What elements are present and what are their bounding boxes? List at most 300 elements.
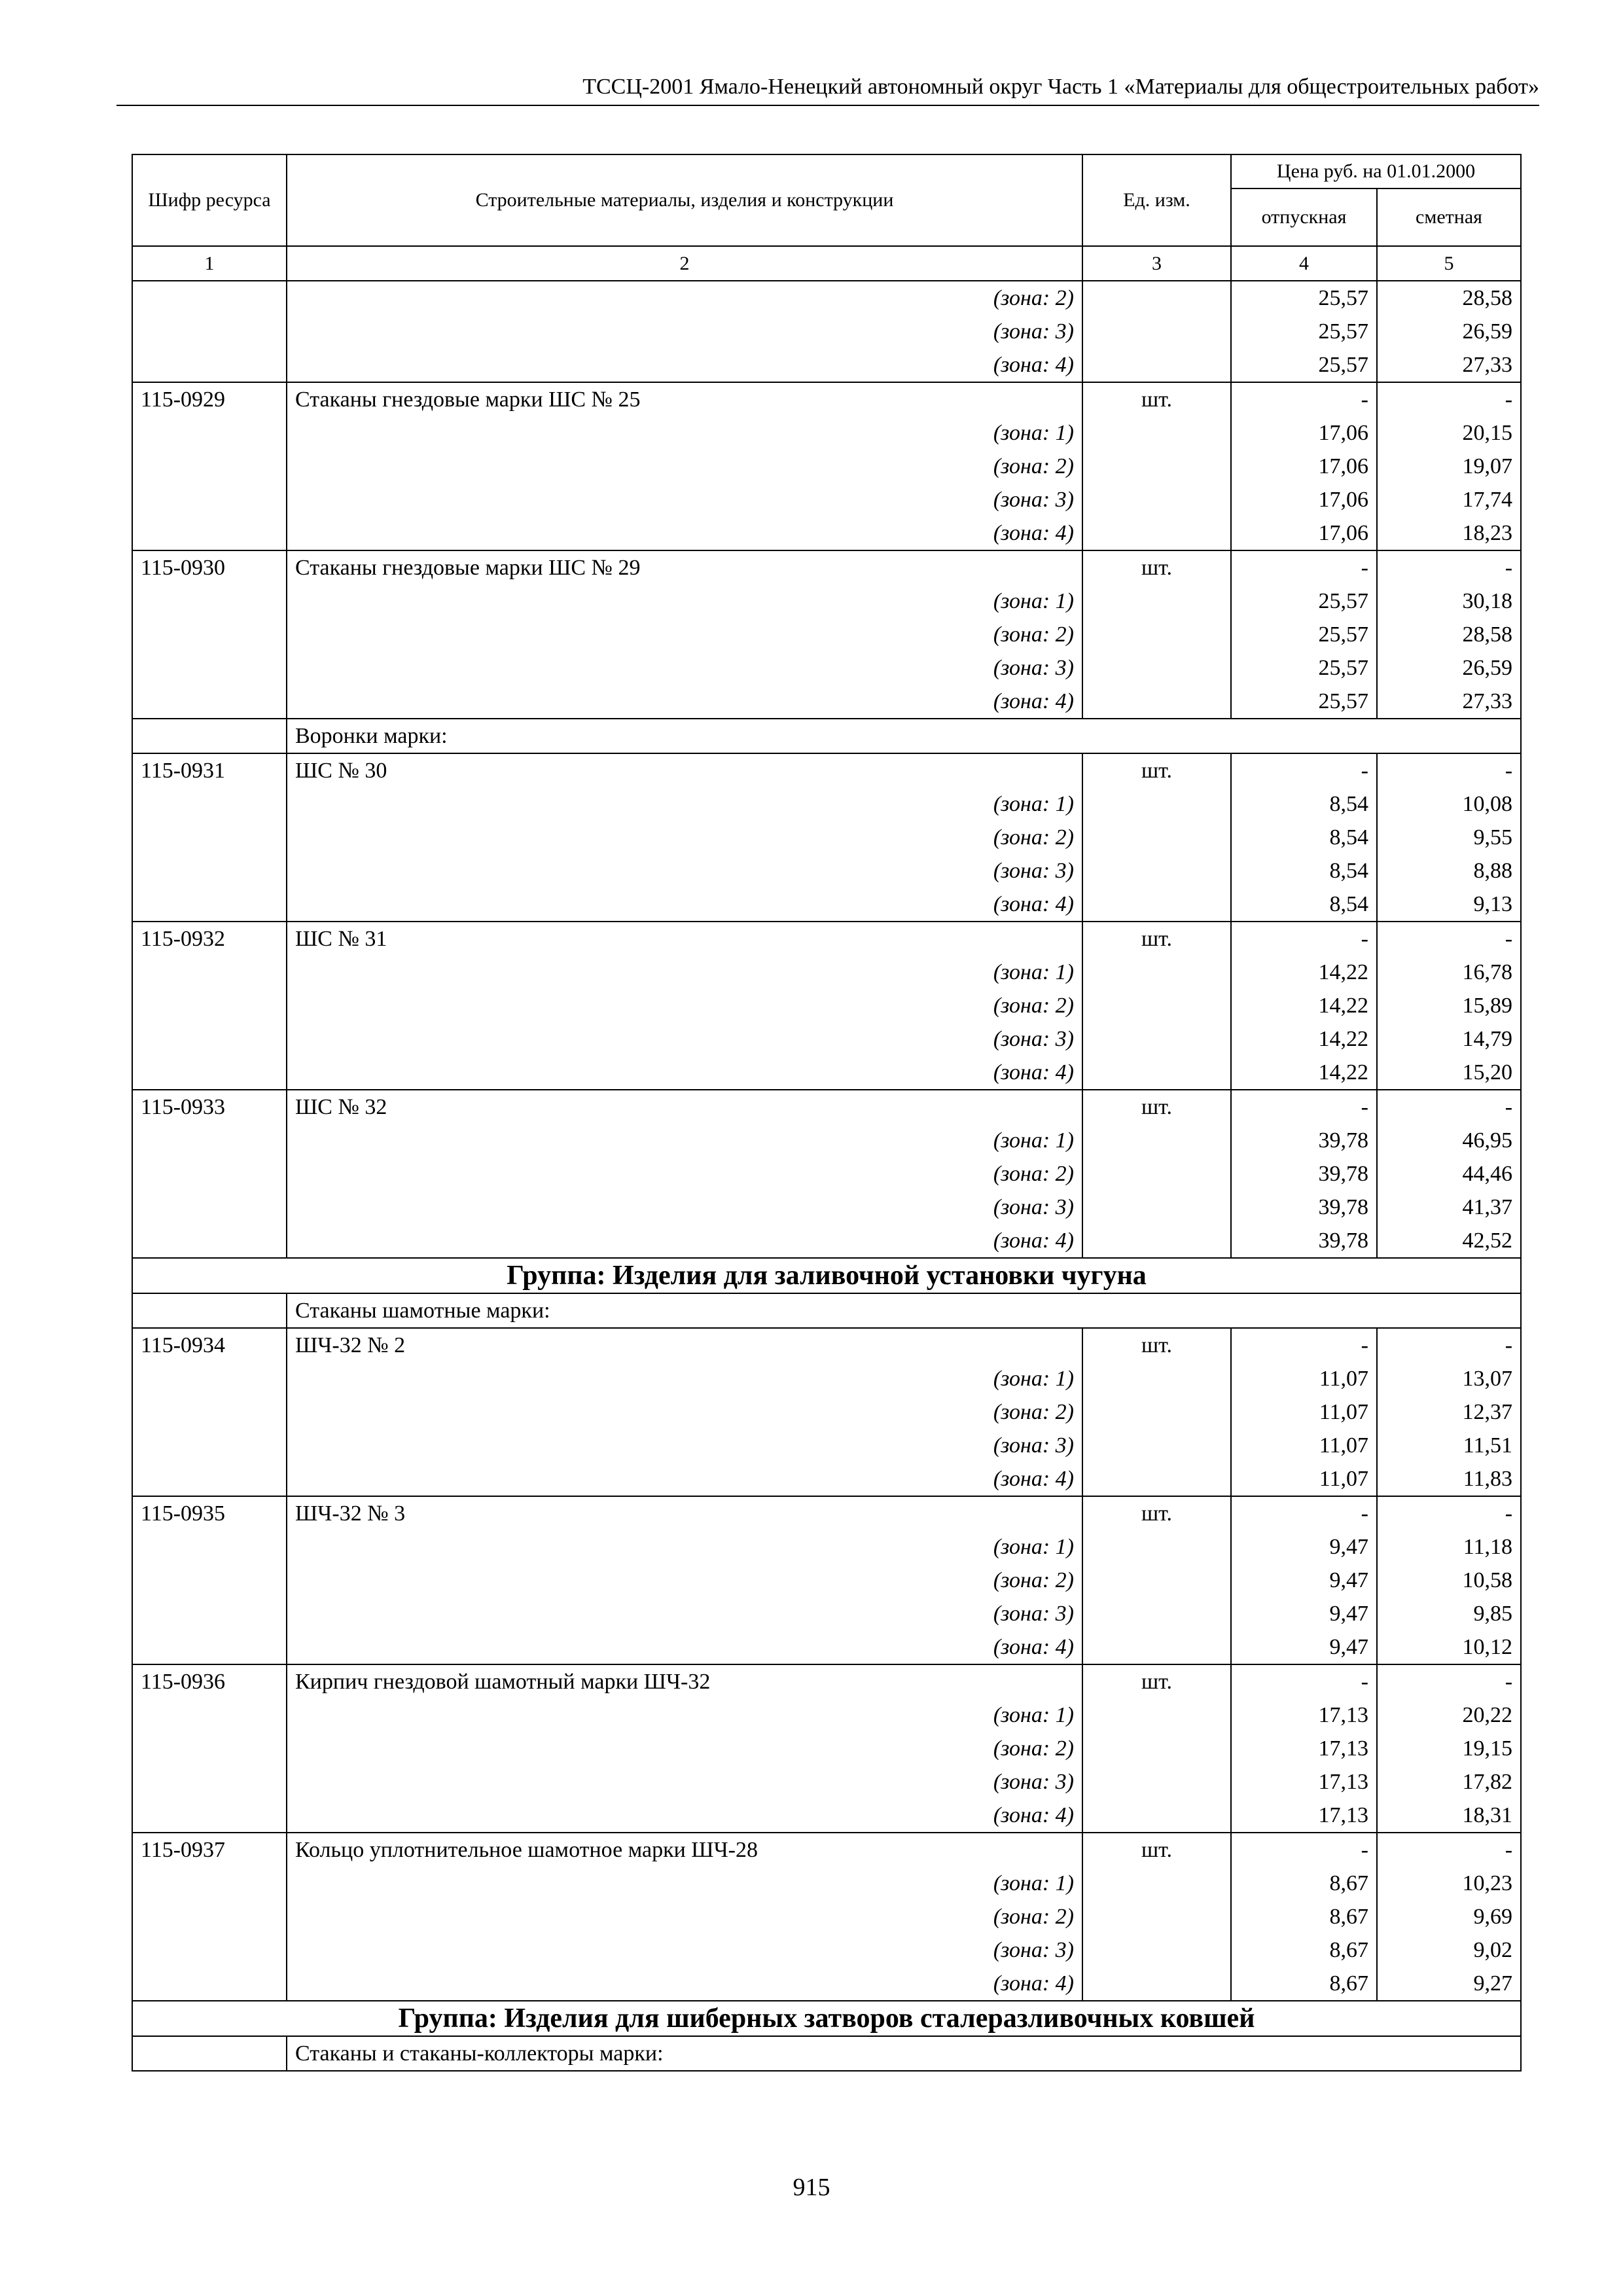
zone-row xyxy=(132,1022,1521,1056)
resource-code xyxy=(132,1395,287,1429)
resource-unit xyxy=(1082,584,1231,618)
resource-unit xyxy=(1082,483,1231,516)
code-cell xyxy=(132,1293,287,1328)
resource-unit xyxy=(1082,1630,1231,1664)
zone-label: (зона: 3) xyxy=(287,483,1082,516)
release-price: 8,54 xyxy=(1231,854,1377,888)
resource-unit xyxy=(1082,348,1231,382)
subheading-row xyxy=(132,2036,1521,2071)
estimate-price: 19,15 xyxy=(1377,1732,1521,1765)
resource-unit: шт. xyxy=(1082,382,1231,416)
resource-name: Кирпич гнездовой шамотный марки ШЧ-32 xyxy=(287,1664,1082,1698)
release-price: 25,57 xyxy=(1231,651,1377,685)
resource-name: ШЧ-32 № 2 xyxy=(287,1328,1082,1362)
zone-row xyxy=(132,1933,1521,1967)
resource-unit xyxy=(1082,1933,1231,1967)
zone-row xyxy=(132,450,1521,483)
zone-row xyxy=(132,281,1521,315)
zone-row xyxy=(132,348,1521,382)
release-price: 8,67 xyxy=(1231,1933,1377,1967)
estimate-price: - xyxy=(1377,382,1521,416)
resource-code xyxy=(132,888,287,922)
zone-label: (зона: 1) xyxy=(287,1698,1082,1732)
resource-code xyxy=(132,483,287,516)
resource-row xyxy=(132,922,1521,956)
zone-label: (зона: 2) xyxy=(287,1157,1082,1191)
zone-label: (зона: 1) xyxy=(287,1530,1082,1564)
estimate-price: 42,52 xyxy=(1377,1224,1521,1258)
zone-label: (зона: 4) xyxy=(287,1224,1082,1258)
estimate-price: 28,58 xyxy=(1377,618,1521,651)
zone-label: (зона: 1) xyxy=(287,1124,1082,1157)
resource-row xyxy=(132,550,1521,584)
release-price: 39,78 xyxy=(1231,1191,1377,1224)
zone-row xyxy=(132,1698,1521,1732)
zone-row xyxy=(132,1597,1521,1630)
estimate-price: 27,33 xyxy=(1377,685,1521,719)
estimate-price: 9,27 xyxy=(1377,1967,1521,2001)
estimate-price: - xyxy=(1377,922,1521,956)
resource-unit xyxy=(1082,416,1231,450)
zone-row xyxy=(132,1630,1521,1664)
zone-row xyxy=(132,685,1521,719)
resource-unit: шт. xyxy=(1082,550,1231,584)
resource-unit xyxy=(1082,1698,1231,1732)
release-price: 17,06 xyxy=(1231,450,1377,483)
release-price: - xyxy=(1231,382,1377,416)
zone-label: (зона: 2) xyxy=(287,1395,1082,1429)
price-table xyxy=(132,154,1522,2072)
resource-code xyxy=(132,281,287,315)
resource-code xyxy=(132,1530,287,1564)
resource-code xyxy=(132,787,287,821)
release-price: - xyxy=(1231,1664,1377,1698)
resource-code xyxy=(132,1157,287,1191)
zone-row xyxy=(132,1429,1521,1462)
zone-label: (зона: 4) xyxy=(287,1967,1082,2001)
resource-code: 115-0933 xyxy=(132,1090,287,1124)
release-price: 8,54 xyxy=(1231,787,1377,821)
resource-code xyxy=(132,315,287,348)
resource-code xyxy=(132,854,287,888)
release-price: 25,57 xyxy=(1231,584,1377,618)
resource-code xyxy=(132,1765,287,1799)
resource-code xyxy=(132,1900,287,1933)
resource-unit xyxy=(1082,651,1231,685)
resource-code: 115-0935 xyxy=(132,1496,287,1530)
release-price: - xyxy=(1231,1090,1377,1124)
zone-label: (зона: 1) xyxy=(287,1362,1082,1395)
zone-label: (зона: 1) xyxy=(287,584,1082,618)
resource-unit xyxy=(1082,516,1231,550)
resource-code xyxy=(132,956,287,989)
zone-label: (зона: 2) xyxy=(287,618,1082,651)
resource-name: Стаканы гнездовые марки ШС № 29 xyxy=(287,550,1082,584)
resource-unit xyxy=(1082,1462,1231,1496)
header-unit: Ед. изм. xyxy=(1082,154,1231,246)
resource-unit xyxy=(1082,821,1231,854)
zone-row xyxy=(132,1732,1521,1765)
estimate-price: 26,59 xyxy=(1377,651,1521,685)
zone-row xyxy=(132,1124,1521,1157)
zone-row xyxy=(132,956,1521,989)
group-row xyxy=(132,2001,1521,2036)
resource-unit xyxy=(1082,1224,1231,1258)
estimate-price: 8,88 xyxy=(1377,854,1521,888)
zone-label: (зона: 3) xyxy=(287,1597,1082,1630)
estimate-price: 12,37 xyxy=(1377,1395,1521,1429)
estimate-price: 13,07 xyxy=(1377,1362,1521,1395)
resource-row xyxy=(132,1664,1521,1698)
header-release-price: отпускная xyxy=(1231,188,1377,246)
header-divider xyxy=(116,105,1539,106)
release-price: 9,47 xyxy=(1231,1564,1377,1597)
resource-code xyxy=(132,450,287,483)
zone-row xyxy=(132,315,1521,348)
zone-label: (зона: 2) xyxy=(287,1732,1082,1765)
group-row xyxy=(132,1258,1521,1293)
estimate-price: 14,79 xyxy=(1377,1022,1521,1056)
zone-row xyxy=(132,1157,1521,1191)
estimate-price: 28,58 xyxy=(1377,281,1521,315)
zone-label: (зона: 2) xyxy=(287,450,1082,483)
estimate-price: 9,13 xyxy=(1377,888,1521,922)
estimate-price: 27,33 xyxy=(1377,348,1521,382)
zone-label: (зона: 4) xyxy=(287,888,1082,922)
release-price: 25,57 xyxy=(1231,348,1377,382)
estimate-price: 9,02 xyxy=(1377,1933,1521,1967)
resource-code xyxy=(132,1022,287,1056)
table-body xyxy=(132,281,1521,2071)
release-price: 8,54 xyxy=(1231,888,1377,922)
resource-code xyxy=(132,1597,287,1630)
estimate-price: - xyxy=(1377,753,1521,787)
release-price: 17,06 xyxy=(1231,483,1377,516)
resource-row xyxy=(132,1328,1521,1362)
page-number: 915 xyxy=(793,2174,830,2201)
zone-label: (зона: 3) xyxy=(287,1191,1082,1224)
zone-row xyxy=(132,1530,1521,1564)
group-title: Группа: Изделия для заливочной установки чугуна xyxy=(132,1258,1521,1293)
estimate-price: 10,58 xyxy=(1377,1564,1521,1597)
release-price: 9,47 xyxy=(1231,1530,1377,1564)
resource-unit xyxy=(1082,989,1231,1022)
estimate-price: 17,82 xyxy=(1377,1765,1521,1799)
column-number: 2 xyxy=(287,246,1082,281)
resource-code xyxy=(132,584,287,618)
resource-name: ШС № 32 xyxy=(287,1090,1082,1124)
resource-code: 115-0934 xyxy=(132,1328,287,1362)
resource-code xyxy=(132,651,287,685)
resource-unit xyxy=(1082,618,1231,651)
code-cell xyxy=(132,719,287,753)
release-price: 17,13 xyxy=(1231,1799,1377,1833)
zone-row xyxy=(132,1056,1521,1090)
resource-unit xyxy=(1082,1597,1231,1630)
estimate-price: 41,37 xyxy=(1377,1191,1521,1224)
resource-row xyxy=(132,753,1521,787)
resource-row xyxy=(132,1833,1521,1867)
resource-unit xyxy=(1082,1157,1231,1191)
zone-label: (зона: 2) xyxy=(287,1900,1082,1933)
zone-row xyxy=(132,618,1521,651)
release-price: 17,06 xyxy=(1231,516,1377,550)
resource-unit xyxy=(1082,956,1231,989)
subheading-text: Стаканы и стаканы-коллекторы марки: xyxy=(287,2036,1521,2071)
estimate-price: - xyxy=(1377,1496,1521,1530)
header-code: Шифр ресурса xyxy=(132,154,287,246)
resource-code: 115-0929 xyxy=(132,382,287,416)
resource-code xyxy=(132,1630,287,1664)
resource-code: 115-0931 xyxy=(132,753,287,787)
zone-label: (зона: 2) xyxy=(287,281,1082,315)
resource-code xyxy=(132,1429,287,1462)
zone-row xyxy=(132,1395,1521,1429)
zone-label: (зона: 4) xyxy=(287,685,1082,719)
resource-unit: шт. xyxy=(1082,1090,1231,1124)
release-price: 11,07 xyxy=(1231,1429,1377,1462)
resource-unit xyxy=(1082,1867,1231,1900)
release-price: 14,22 xyxy=(1231,956,1377,989)
resource-unit: шт. xyxy=(1082,1833,1231,1867)
estimate-price: 44,46 xyxy=(1377,1157,1521,1191)
release-price: - xyxy=(1231,550,1377,584)
resource-code xyxy=(132,1867,287,1900)
estimate-price: 11,18 xyxy=(1377,1530,1521,1564)
zone-row xyxy=(132,1799,1521,1833)
release-price: - xyxy=(1231,1833,1377,1867)
release-price: 9,47 xyxy=(1231,1597,1377,1630)
column-number: 3 xyxy=(1082,246,1231,281)
zone-label: (зона: 1) xyxy=(287,956,1082,989)
estimate-price: 15,20 xyxy=(1377,1056,1521,1090)
estimate-price: 18,23 xyxy=(1377,516,1521,550)
resource-unit: шт. xyxy=(1082,753,1231,787)
zone-row xyxy=(132,516,1521,550)
resource-unit xyxy=(1082,888,1231,922)
release-price: - xyxy=(1231,1328,1377,1362)
resource-unit xyxy=(1082,281,1231,315)
resource-code xyxy=(132,1191,287,1224)
zone-row xyxy=(132,1362,1521,1395)
release-price: 8,54 xyxy=(1231,821,1377,854)
zone-label: (зона: 2) xyxy=(287,989,1082,1022)
zone-label: (зона: 1) xyxy=(287,1867,1082,1900)
release-price: 8,67 xyxy=(1231,1900,1377,1933)
resource-code: 115-0930 xyxy=(132,550,287,584)
release-price: 9,47 xyxy=(1231,1630,1377,1664)
zone-label: (зона: 3) xyxy=(287,1429,1082,1462)
estimate-price: 26,59 xyxy=(1377,315,1521,348)
zone-row xyxy=(132,787,1521,821)
release-price: - xyxy=(1231,1496,1377,1530)
release-price: 39,78 xyxy=(1231,1224,1377,1258)
estimate-price: 9,55 xyxy=(1377,821,1521,854)
estimate-price: 10,08 xyxy=(1377,787,1521,821)
zone-label: (зона: 1) xyxy=(287,787,1082,821)
subheading-row xyxy=(132,1293,1521,1328)
resource-code xyxy=(132,685,287,719)
zone-label: (зона: 3) xyxy=(287,651,1082,685)
resource-name: ШЧ-32 № 3 xyxy=(287,1496,1082,1530)
resource-row xyxy=(132,1090,1521,1124)
resource-code xyxy=(132,1224,287,1258)
column-number: 1 xyxy=(132,246,287,281)
zone-row xyxy=(132,888,1521,922)
resource-unit xyxy=(1082,1564,1231,1597)
resource-code xyxy=(132,1967,287,2001)
zone-label: (зона: 2) xyxy=(287,821,1082,854)
resource-unit xyxy=(1082,854,1231,888)
zone-label: (зона: 3) xyxy=(287,315,1082,348)
estimate-price: 19,07 xyxy=(1377,450,1521,483)
resource-unit xyxy=(1082,1799,1231,1833)
release-price: 17,13 xyxy=(1231,1698,1377,1732)
release-price: 11,07 xyxy=(1231,1462,1377,1496)
resource-unit: шт. xyxy=(1082,922,1231,956)
zone-row xyxy=(132,1967,1521,2001)
release-price: 17,06 xyxy=(1231,416,1377,450)
subheading-text: Воронки марки: xyxy=(287,719,1521,753)
estimate-price: 10,23 xyxy=(1377,1867,1521,1900)
resource-code xyxy=(132,1362,287,1395)
estimate-price: 15,89 xyxy=(1377,989,1521,1022)
resource-name: Стаканы гнездовые марки ШС № 25 xyxy=(287,382,1082,416)
zone-label: (зона: 4) xyxy=(287,1799,1082,1833)
document-header-title: ТССЦ-2001 Ямало-Ненецкий автономный округ Часть 1 «Материалы для общестроительных работ» xyxy=(582,75,1539,99)
zone-row xyxy=(132,1564,1521,1597)
zone-row xyxy=(132,1191,1521,1224)
estimate-price: 30,18 xyxy=(1377,584,1521,618)
release-price: 25,57 xyxy=(1231,685,1377,719)
release-price: 11,07 xyxy=(1231,1395,1377,1429)
header-name: Строительные материалы, изделия и конструкции xyxy=(287,154,1082,246)
release-price: 17,13 xyxy=(1231,1765,1377,1799)
resource-code xyxy=(132,1564,287,1597)
resource-unit xyxy=(1082,1124,1231,1157)
zone-row xyxy=(132,1224,1521,1258)
release-price: 8,67 xyxy=(1231,1967,1377,2001)
resource-unit xyxy=(1082,1732,1231,1765)
subheading-text: Стаканы шамотные марки: xyxy=(287,1293,1521,1328)
resource-code xyxy=(132,348,287,382)
estimate-price: - xyxy=(1377,1833,1521,1867)
release-price: 39,78 xyxy=(1231,1157,1377,1191)
table-header xyxy=(132,154,1521,281)
resource-code xyxy=(132,618,287,651)
zone-label: (зона: 3) xyxy=(287,1933,1082,1967)
estimate-price: 9,85 xyxy=(1377,1597,1521,1630)
code-cell xyxy=(132,2036,287,2071)
release-price: 11,07 xyxy=(1231,1362,1377,1395)
estimate-price: 46,95 xyxy=(1377,1124,1521,1157)
release-price: - xyxy=(1231,753,1377,787)
estimate-price: 17,74 xyxy=(1377,483,1521,516)
release-price: 8,67 xyxy=(1231,1867,1377,1900)
resource-unit xyxy=(1082,1362,1231,1395)
estimate-price: 18,31 xyxy=(1377,1799,1521,1833)
resource-code: 115-0936 xyxy=(132,1664,287,1698)
resource-unit xyxy=(1082,1429,1231,1462)
release-price: 25,57 xyxy=(1231,281,1377,315)
estimate-price: - xyxy=(1377,1328,1521,1362)
estimate-price: 11,83 xyxy=(1377,1462,1521,1496)
zone-label: (зона: 3) xyxy=(287,1022,1082,1056)
zone-row xyxy=(132,989,1521,1022)
resource-name: ШС № 30 xyxy=(287,753,1082,787)
resource-code xyxy=(132,1799,287,1833)
zone-label: (зона: 1) xyxy=(287,416,1082,450)
resource-unit xyxy=(1082,1900,1231,1933)
release-price: 14,22 xyxy=(1231,989,1377,1022)
resource-row xyxy=(132,382,1521,416)
estimate-price: 20,22 xyxy=(1377,1698,1521,1732)
zone-row xyxy=(132,821,1521,854)
zone-row xyxy=(132,1462,1521,1496)
zone-label: (зона: 3) xyxy=(287,1765,1082,1799)
resource-unit xyxy=(1082,787,1231,821)
zone-row xyxy=(132,584,1521,618)
estimate-price: 16,78 xyxy=(1377,956,1521,989)
resource-code: 115-0932 xyxy=(132,922,287,956)
zone-label: (зона: 4) xyxy=(287,516,1082,550)
resource-code xyxy=(132,821,287,854)
resource-code: 115-0937 xyxy=(132,1833,287,1867)
zone-label: (зона: 3) xyxy=(287,854,1082,888)
resource-unit: шт. xyxy=(1082,1664,1231,1698)
zone-row xyxy=(132,651,1521,685)
resource-unit xyxy=(1082,1022,1231,1056)
zone-row xyxy=(132,1900,1521,1933)
release-price: 17,13 xyxy=(1231,1732,1377,1765)
estimate-price: 10,12 xyxy=(1377,1630,1521,1664)
zone-row xyxy=(132,854,1521,888)
resource-code xyxy=(132,516,287,550)
column-number: 4 xyxy=(1231,246,1377,281)
resource-unit xyxy=(1082,1191,1231,1224)
estimate-price: - xyxy=(1377,550,1521,584)
resource-code xyxy=(132,1124,287,1157)
resource-code xyxy=(132,1698,287,1732)
zone-row xyxy=(132,1765,1521,1799)
resource-unit xyxy=(1082,685,1231,719)
resource-unit xyxy=(1082,450,1231,483)
zone-label: (зона: 2) xyxy=(287,1564,1082,1597)
resource-name: ШС № 31 xyxy=(287,922,1082,956)
zone-label: (зона: 4) xyxy=(287,1462,1082,1496)
release-price: 25,57 xyxy=(1231,618,1377,651)
release-price: - xyxy=(1231,922,1377,956)
resource-row xyxy=(132,1496,1521,1530)
estimate-price: 20,15 xyxy=(1377,416,1521,450)
resource-unit xyxy=(1082,315,1231,348)
resource-code xyxy=(132,989,287,1022)
zone-row xyxy=(132,416,1521,450)
resource-code xyxy=(132,1056,287,1090)
zone-row xyxy=(132,1867,1521,1900)
resource-code xyxy=(132,1732,287,1765)
resource-unit: шт. xyxy=(1082,1496,1231,1530)
zone-label: (зона: 4) xyxy=(287,348,1082,382)
resource-unit xyxy=(1082,1967,1231,2001)
group-title: Группа: Изделия для шиберных затворов сталеразливочных ковшей xyxy=(132,2001,1521,2036)
resource-code xyxy=(132,416,287,450)
resource-unit: шт. xyxy=(1082,1328,1231,1362)
header-estimate-price: сметная xyxy=(1377,188,1521,246)
column-number: 5 xyxy=(1377,246,1521,281)
resource-unit xyxy=(1082,1765,1231,1799)
release-price: 39,78 xyxy=(1231,1124,1377,1157)
